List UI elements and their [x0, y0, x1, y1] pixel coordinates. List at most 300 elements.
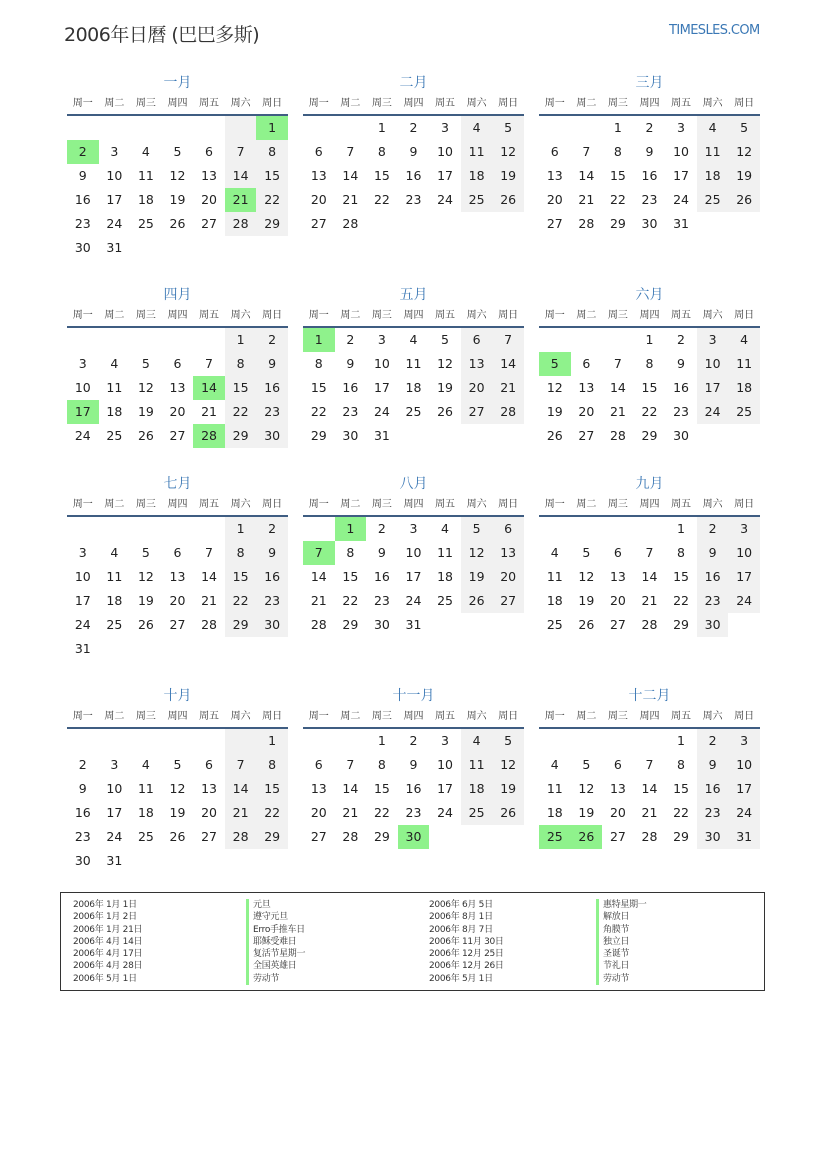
day-cell[interactable]: 28: [310, 617, 327, 632]
day-cell[interactable]: 23: [405, 805, 422, 820]
day-cell[interactable]: 29: [310, 428, 327, 443]
day-cell[interactable]: 29: [225, 424, 257, 448]
day-cell[interactable]: 6: [205, 144, 213, 159]
day-cell[interactable]: 17: [67, 400, 99, 424]
day-cell[interactable]: 26: [137, 617, 154, 632]
day-cell[interactable]: 25: [461, 188, 493, 212]
day-cell[interactable]: 26: [169, 829, 186, 844]
day-cell[interactable]: 13: [310, 168, 327, 183]
day-cell[interactable]: 16: [74, 192, 91, 207]
day-cell[interactable]: 18: [546, 805, 563, 820]
day-cell[interactable]: 9: [697, 541, 729, 565]
day-cell[interactable]: 18: [137, 805, 154, 820]
day-cell[interactable]: 10: [437, 144, 453, 159]
day-cell[interactable]: 28: [225, 212, 257, 236]
day-cell[interactable]: 9: [256, 352, 288, 376]
day-cell[interactable]: 4: [728, 328, 760, 352]
day-cell[interactable]: 3: [441, 120, 449, 135]
day-cell[interactable]: 10: [728, 753, 760, 777]
day-cell[interactable]: 23: [641, 192, 658, 207]
day-cell[interactable]: 2: [346, 332, 355, 347]
day-cell[interactable]: 27: [310, 829, 327, 844]
day-cell[interactable]: 10: [74, 380, 91, 395]
day-cell[interactable]: 26: [578, 617, 595, 632]
day-cell[interactable]: 12: [492, 140, 524, 164]
day-cell[interactable]: 5: [441, 332, 449, 347]
day-cell[interactable]: 1: [677, 733, 685, 748]
day-cell[interactable]: 11: [697, 140, 729, 164]
day-cell[interactable]: 2: [377, 521, 386, 536]
day-cell[interactable]: 28: [641, 617, 658, 632]
day-cell[interactable]: 19: [437, 380, 453, 395]
day-cell[interactable]: 7: [492, 328, 524, 352]
day-cell[interactable]: 1: [645, 332, 654, 347]
day-cell[interactable]: 22: [641, 404, 658, 419]
day-cell[interactable]: 20: [461, 376, 493, 400]
day-cell[interactable]: 30: [673, 428, 689, 443]
day-cell[interactable]: 5: [461, 517, 493, 541]
day-cell[interactable]: 4: [409, 332, 418, 347]
day-cell[interactable]: 18: [437, 569, 453, 584]
day-cell[interactable]: 20: [609, 593, 626, 608]
day-cell[interactable]: 20: [492, 565, 524, 589]
day-cell[interactable]: 23: [673, 404, 689, 419]
day-cell[interactable]: 3: [110, 144, 119, 159]
day-cell[interactable]: 30: [697, 825, 729, 849]
day-cell[interactable]: 3: [677, 120, 685, 135]
day-cell[interactable]: 21: [492, 376, 524, 400]
day-cell[interactable]: 6: [582, 356, 591, 371]
day-cell[interactable]: 10: [405, 545, 422, 560]
day-cell[interactable]: 13: [461, 352, 493, 376]
day-cell[interactable]: 29: [609, 216, 626, 231]
day-cell[interactable]: 3: [409, 521, 418, 536]
day-cell[interactable]: 25: [546, 617, 563, 632]
day-cell[interactable]: 12: [578, 569, 595, 584]
day-cell[interactable]: 21: [578, 192, 595, 207]
day-cell[interactable]: 21: [342, 805, 359, 820]
day-cell[interactable]: 6: [173, 356, 182, 371]
day-cell[interactable]: 3: [728, 729, 760, 753]
day-cell[interactable]: 7: [645, 545, 654, 560]
day-cell[interactable]: 20: [546, 192, 563, 207]
day-cell[interactable]: 4: [550, 757, 559, 772]
day-cell[interactable]: 4: [141, 144, 150, 159]
day-cell[interactable]: 21: [310, 593, 327, 608]
day-cell[interactable]: 10: [697, 352, 729, 376]
day-cell[interactable]: 12: [437, 356, 453, 371]
day-cell[interactable]: 11: [137, 168, 154, 183]
day-cell[interactable]: 6: [314, 144, 323, 159]
day-cell[interactable]: 19: [728, 164, 760, 188]
day-cell[interactable]: 12: [137, 380, 154, 395]
day-cell[interactable]: 13: [201, 781, 217, 796]
day-cell[interactable]: 7: [303, 541, 335, 565]
day-cell[interactable]: 15: [310, 380, 327, 395]
day-cell[interactable]: 19: [546, 404, 563, 419]
day-cell[interactable]: 8: [346, 545, 355, 560]
day-cell[interactable]: 16: [74, 805, 91, 820]
day-cell[interactable]: 7: [205, 545, 213, 560]
day-cell[interactable]: 20: [169, 404, 186, 419]
day-cell[interactable]: 2: [697, 729, 729, 753]
day-cell[interactable]: 1: [335, 517, 367, 541]
day-cell[interactable]: 25: [697, 188, 729, 212]
day-cell[interactable]: 21: [609, 404, 626, 419]
day-cell[interactable]: 15: [256, 777, 288, 801]
day-cell[interactable]: 15: [373, 781, 390, 796]
day-cell[interactable]: 7: [225, 140, 257, 164]
day-cell[interactable]: 29: [641, 428, 658, 443]
day-cell[interactable]: 25: [137, 829, 154, 844]
day-cell[interactable]: 17: [728, 565, 760, 589]
day-cell[interactable]: 24: [373, 404, 390, 419]
day-cell[interactable]: 20: [169, 593, 186, 608]
day-cell[interactable]: 29: [342, 617, 359, 632]
day-cell[interactable]: 24: [697, 400, 729, 424]
day-cell[interactable]: 15: [609, 168, 626, 183]
day-cell[interactable]: 10: [106, 781, 123, 796]
day-cell[interactable]: 17: [437, 781, 453, 796]
day-cell[interactable]: 31: [373, 428, 390, 443]
day-cell[interactable]: 9: [78, 781, 87, 796]
day-cell[interactable]: 13: [578, 380, 595, 395]
day-cell[interactable]: 23: [405, 192, 422, 207]
day-cell[interactable]: 16: [373, 569, 390, 584]
day-cell[interactable]: 11: [405, 356, 422, 371]
day-cell[interactable]: 20: [609, 805, 626, 820]
day-cell[interactable]: 22: [310, 404, 327, 419]
day-cell[interactable]: 27: [609, 829, 626, 844]
day-cell[interactable]: 14: [225, 777, 257, 801]
day-cell[interactable]: 24: [74, 617, 91, 632]
day-cell[interactable]: 23: [373, 593, 390, 608]
day-cell[interactable]: 30: [398, 825, 430, 849]
day-cell[interactable]: 2: [409, 120, 418, 135]
day-cell[interactable]: 20: [201, 805, 217, 820]
day-cell[interactable]: 11: [461, 140, 493, 164]
day-cell[interactable]: 11: [437, 545, 453, 560]
day-cell[interactable]: 8: [645, 356, 654, 371]
day-cell[interactable]: 8: [377, 144, 386, 159]
day-cell[interactable]: 5: [492, 116, 524, 140]
day-cell[interactable]: 28: [609, 428, 626, 443]
day-cell[interactable]: 23: [256, 589, 288, 613]
day-cell[interactable]: 8: [225, 541, 257, 565]
day-cell[interactable]: 24: [106, 216, 123, 231]
day-cell[interactable]: 24: [437, 192, 453, 207]
day-cell[interactable]: 10: [106, 168, 123, 183]
day-cell[interactable]: 11: [461, 753, 493, 777]
day-cell[interactable]: 25: [106, 617, 123, 632]
day-cell[interactable]: 1: [613, 120, 622, 135]
day-cell[interactable]: 19: [578, 593, 595, 608]
day-cell[interactable]: 8: [377, 757, 386, 772]
day-cell[interactable]: 16: [673, 380, 689, 395]
day-cell[interactable]: 7: [225, 753, 257, 777]
day-cell[interactable]: 17: [673, 168, 689, 183]
day-cell[interactable]: 9: [409, 757, 418, 772]
day-cell[interactable]: 20: [201, 192, 217, 207]
day-cell[interactable]: 10: [373, 356, 390, 371]
day-cell[interactable]: 17: [373, 380, 390, 395]
day-cell[interactable]: 13: [201, 168, 217, 183]
day-cell[interactable]: 5: [582, 545, 591, 560]
day-cell[interactable]: 29: [673, 617, 689, 632]
day-cell[interactable]: 17: [405, 569, 422, 584]
day-cell[interactable]: 18: [106, 593, 123, 608]
day-cell[interactable]: 21: [342, 192, 359, 207]
day-cell[interactable]: 27: [169, 428, 186, 443]
day-cell[interactable]: 14: [225, 164, 257, 188]
day-cell[interactable]: 31: [74, 641, 91, 656]
day-cell[interactable]: 2: [256, 517, 288, 541]
day-cell[interactable]: 17: [437, 168, 453, 183]
day-cell[interactable]: 2: [78, 757, 87, 772]
day-cell[interactable]: 15: [673, 781, 689, 796]
day-cell[interactable]: 28: [578, 216, 595, 231]
day-cell[interactable]: 2: [677, 332, 685, 347]
day-cell[interactable]: 27: [609, 617, 626, 632]
day-cell[interactable]: 21: [641, 593, 658, 608]
day-cell[interactable]: 25: [106, 428, 123, 443]
day-cell[interactable]: 17: [106, 192, 123, 207]
day-cell[interactable]: 30: [74, 853, 91, 868]
day-cell[interactable]: 3: [78, 356, 87, 371]
day-cell[interactable]: 29: [373, 829, 390, 844]
day-cell[interactable]: 16: [697, 565, 729, 589]
day-cell[interactable]: 11: [546, 781, 563, 796]
day-cell[interactable]: 26: [546, 428, 563, 443]
day-cell[interactable]: 2: [409, 733, 418, 748]
day-cell[interactable]: 4: [141, 757, 150, 772]
day-cell[interactable]: 1: [225, 517, 257, 541]
day-cell[interactable]: 4: [110, 356, 119, 371]
day-cell[interactable]: 28: [492, 400, 524, 424]
day-cell[interactable]: 12: [492, 753, 524, 777]
day-cell[interactable]: 13: [546, 168, 563, 183]
day-cell[interactable]: 8: [256, 753, 288, 777]
day-cell[interactable]: 26: [492, 188, 524, 212]
day-cell[interactable]: 26: [492, 801, 524, 825]
day-cell[interactable]: 4: [550, 545, 559, 560]
day-cell[interactable]: 14: [193, 376, 225, 400]
day-cell[interactable]: 26: [571, 825, 603, 849]
day-cell[interactable]: 18: [461, 164, 493, 188]
day-cell[interactable]: 28: [342, 216, 359, 231]
day-cell[interactable]: 29: [673, 829, 689, 844]
day-cell[interactable]: 5: [492, 729, 524, 753]
day-cell[interactable]: 28: [342, 829, 359, 844]
day-cell[interactable]: 23: [256, 400, 288, 424]
day-cell[interactable]: 3: [110, 757, 119, 772]
day-cell[interactable]: 23: [697, 801, 729, 825]
day-cell[interactable]: 19: [137, 593, 154, 608]
day-cell[interactable]: 14: [310, 569, 327, 584]
day-cell[interactable]: 31: [673, 216, 689, 231]
day-cell[interactable]: 15: [225, 565, 257, 589]
day-cell[interactable]: 19: [137, 404, 154, 419]
day-cell[interactable]: 21: [641, 805, 658, 820]
day-cell[interactable]: 13: [609, 781, 626, 796]
day-cell[interactable]: 8: [677, 545, 685, 560]
day-cell[interactable]: 28: [225, 825, 257, 849]
day-cell[interactable]: 10: [74, 569, 91, 584]
day-cell[interactable]: 16: [256, 565, 288, 589]
day-cell[interactable]: 22: [673, 805, 689, 820]
day-cell[interactable]: 1: [303, 328, 335, 352]
day-cell[interactable]: 27: [201, 829, 217, 844]
day-cell[interactable]: 12: [461, 541, 493, 565]
site-logo-text[interactable]: TIMESLES.COM: [669, 23, 760, 38]
day-cell[interactable]: 15: [225, 376, 257, 400]
day-cell[interactable]: 10: [437, 757, 453, 772]
day-cell[interactable]: 5: [173, 144, 182, 159]
day-cell[interactable]: 22: [373, 805, 390, 820]
day-cell[interactable]: 18: [106, 404, 123, 419]
day-cell[interactable]: 9: [377, 545, 386, 560]
day-cell[interactable]: 29: [225, 613, 257, 637]
day-cell[interactable]: 11: [728, 352, 760, 376]
day-cell[interactable]: 20: [310, 805, 327, 820]
day-cell[interactable]: 27: [310, 216, 327, 231]
day-cell[interactable]: 6: [173, 545, 182, 560]
day-cell[interactable]: 10: [673, 144, 689, 159]
day-cell[interactable]: 1: [256, 729, 288, 753]
day-cell[interactable]: 22: [373, 192, 390, 207]
day-cell[interactable]: 11: [106, 380, 123, 395]
day-cell[interactable]: 20: [578, 404, 595, 419]
day-cell[interactable]: 1: [377, 120, 386, 135]
day-cell[interactable]: 30: [342, 428, 359, 443]
day-cell[interactable]: 16: [256, 376, 288, 400]
day-cell[interactable]: 6: [461, 328, 493, 352]
day-cell[interactable]: 7: [346, 757, 355, 772]
day-cell[interactable]: 25: [728, 400, 760, 424]
day-cell[interactable]: 30: [641, 216, 658, 231]
day-cell[interactable]: 22: [256, 801, 288, 825]
day-cell[interactable]: 23: [697, 589, 729, 613]
day-cell[interactable]: 29: [256, 825, 288, 849]
day-cell[interactable]: 5: [582, 757, 591, 772]
day-cell[interactable]: 1: [256, 116, 288, 140]
day-cell[interactable]: 22: [225, 589, 257, 613]
day-cell[interactable]: 30: [74, 240, 91, 255]
day-cell[interactable]: 13: [609, 569, 626, 584]
day-cell[interactable]: 18: [546, 593, 563, 608]
day-cell[interactable]: 9: [677, 356, 685, 371]
day-cell[interactable]: 19: [492, 777, 524, 801]
day-cell[interactable]: 13: [492, 541, 524, 565]
day-cell[interactable]: 25: [437, 593, 453, 608]
day-cell[interactable]: 9: [645, 144, 654, 159]
day-cell[interactable]: 1: [677, 521, 685, 536]
day-cell[interactable]: 11: [137, 781, 154, 796]
day-cell[interactable]: 14: [578, 168, 595, 183]
day-cell[interactable]: 9: [697, 753, 729, 777]
day-cell[interactable]: 19: [169, 805, 186, 820]
day-cell[interactable]: 22: [673, 593, 689, 608]
day-cell[interactable]: 25: [539, 825, 571, 849]
day-cell[interactable]: 22: [609, 192, 626, 207]
day-cell[interactable]: 12: [169, 781, 186, 796]
day-cell[interactable]: 14: [492, 352, 524, 376]
day-cell[interactable]: 8: [225, 352, 257, 376]
day-cell[interactable]: 15: [342, 569, 359, 584]
day-cell[interactable]: 8: [256, 140, 288, 164]
day-cell[interactable]: 22: [225, 400, 257, 424]
day-cell[interactable]: 15: [641, 380, 658, 395]
day-cell[interactable]: 31: [106, 853, 123, 868]
day-cell[interactable]: 21: [225, 188, 257, 212]
day-cell[interactable]: 5: [141, 545, 150, 560]
day-cell[interactable]: 12: [728, 140, 760, 164]
day-cell[interactable]: 13: [310, 781, 327, 796]
day-cell[interactable]: 24: [728, 801, 760, 825]
day-cell[interactable]: 8: [314, 356, 323, 371]
day-cell[interactable]: 25: [405, 404, 422, 419]
day-cell[interactable]: 12: [169, 168, 186, 183]
day-cell[interactable]: 6: [550, 144, 559, 159]
day-cell[interactable]: 8: [613, 144, 622, 159]
day-cell[interactable]: 19: [461, 565, 493, 589]
day-cell[interactable]: 26: [137, 428, 154, 443]
day-cell[interactable]: 16: [342, 380, 359, 395]
day-cell[interactable]: 11: [546, 569, 563, 584]
day-cell[interactable]: 27: [169, 617, 186, 632]
day-cell[interactable]: 6: [492, 517, 524, 541]
day-cell[interactable]: 14: [641, 781, 658, 796]
day-cell[interactable]: 25: [137, 216, 154, 231]
day-cell[interactable]: 24: [673, 192, 689, 207]
day-cell[interactable]: 6: [314, 757, 323, 772]
day-cell[interactable]: 17: [697, 376, 729, 400]
day-cell[interactable]: 16: [641, 168, 658, 183]
day-cell[interactable]: 26: [169, 216, 186, 231]
day-cell[interactable]: 2: [697, 517, 729, 541]
day-cell[interactable]: 5: [728, 116, 760, 140]
day-cell[interactable]: 27: [461, 400, 493, 424]
day-cell[interactable]: 16: [697, 777, 729, 801]
day-cell[interactable]: 9: [78, 168, 87, 183]
day-cell[interactable]: 7: [645, 757, 654, 772]
day-cell[interactable]: 1: [377, 733, 386, 748]
day-cell[interactable]: 19: [578, 805, 595, 820]
day-cell[interactable]: 26: [728, 188, 760, 212]
day-cell[interactable]: 26: [437, 404, 453, 419]
day-cell[interactable]: 16: [405, 168, 422, 183]
day-cell[interactable]: 12: [578, 781, 595, 796]
day-cell[interactable]: 21: [201, 593, 217, 608]
day-cell[interactable]: 23: [74, 216, 91, 231]
day-cell[interactable]: 4: [441, 521, 449, 536]
day-cell[interactable]: 27: [546, 216, 563, 231]
day-cell[interactable]: 28: [193, 424, 225, 448]
day-cell[interactable]: 13: [169, 380, 186, 395]
day-cell[interactable]: 23: [74, 829, 91, 844]
day-cell[interactable]: 17: [106, 805, 123, 820]
day-cell[interactable]: 6: [613, 545, 622, 560]
day-cell[interactable]: 11: [106, 569, 123, 584]
day-cell[interactable]: 18: [137, 192, 154, 207]
day-cell[interactable]: 31: [728, 825, 760, 849]
day-cell[interactable]: 20: [310, 192, 327, 207]
day-cell[interactable]: 31: [405, 617, 422, 632]
day-cell[interactable]: 30: [256, 424, 288, 448]
day-cell[interactable]: 31: [106, 240, 123, 255]
day-cell[interactable]: 4: [110, 545, 119, 560]
day-cell[interactable]: 6: [613, 757, 622, 772]
